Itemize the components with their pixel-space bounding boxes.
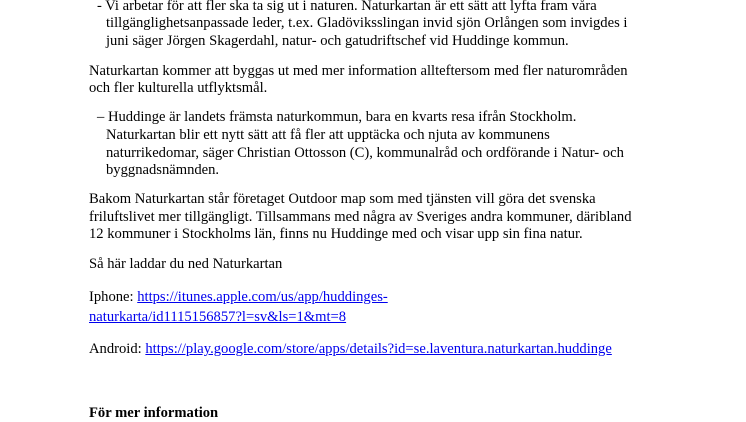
download-heading: Så här laddar du ned Naturkartan [89,256,283,272]
quote2-line-4: byggnadsnämnden. [106,162,220,178]
more-info-heading: För mer information [89,405,219,421]
iphone-row [89,288,388,306]
para1-line-1: Naturkartan kommer att byggas ut med mer information allteftersom med fler naturområden [89,63,628,79]
android-link[interactable]: https://play.google.com/store/apps/details?id=se.laventura.naturkartan.huddinge [145,341,612,357]
quote2-line-3: naturrikedomar, säger Christian Ottosson (C), kommunalråd och ordförande i Natur- och [106,145,624,161]
iphone-label: Iphone: [89,289,138,305]
iphone-link-part-1[interactable]: https://itunes.apple.com/us/app/huddinges- [137,289,388,305]
quote1-line-3: juni säger Jörgen Skagerdahl, natur- och gatudriftschef vid Huddinge kommun. [106,33,569,49]
para2-line-3: 12 kommuner i Stockholms län, finns nu Huddinge med och visar upp sin fina natur. [89,226,583,242]
para1-line-2: och fler kulturella utflyktsmål. [89,80,268,96]
para2-line-2: friluftslivet mer tillgängligt. Tillsammans med några av Sveriges andra kommuner, däribland [89,209,632,225]
iphone-link-part-2[interactable]: naturkarta/id1115156857?l=sv&ls=1&mt=8 [89,309,347,325]
para2-line-1: Bakom Naturkartan står företaget Outdoor map som med tjänsten vill göra det svenska [89,191,596,207]
quote1-line-2: tillgänglighetsanpassade leder, t.ex. Gladöviksslingan invid sjön Orlången som invigdes i [106,15,628,31]
quote2-line-1: – Huddinge är landets främsta naturkommun, bara en kvarts resa ifrån Stockholm. [97,109,577,125]
android-row [89,340,612,358]
quote2-line-2: Naturkartan blir ett nytt sätt att få fler att upptäcka och njuta av kommunens [106,127,550,143]
quote1-line-1: - Vi arbetar för att fler ska ta sig ut i naturen. Naturkartan är ett sätt att lyfta fram våra [97,0,597,14]
iphone-link-row-2 [89,308,346,326]
android-label: Android: [89,341,146,357]
